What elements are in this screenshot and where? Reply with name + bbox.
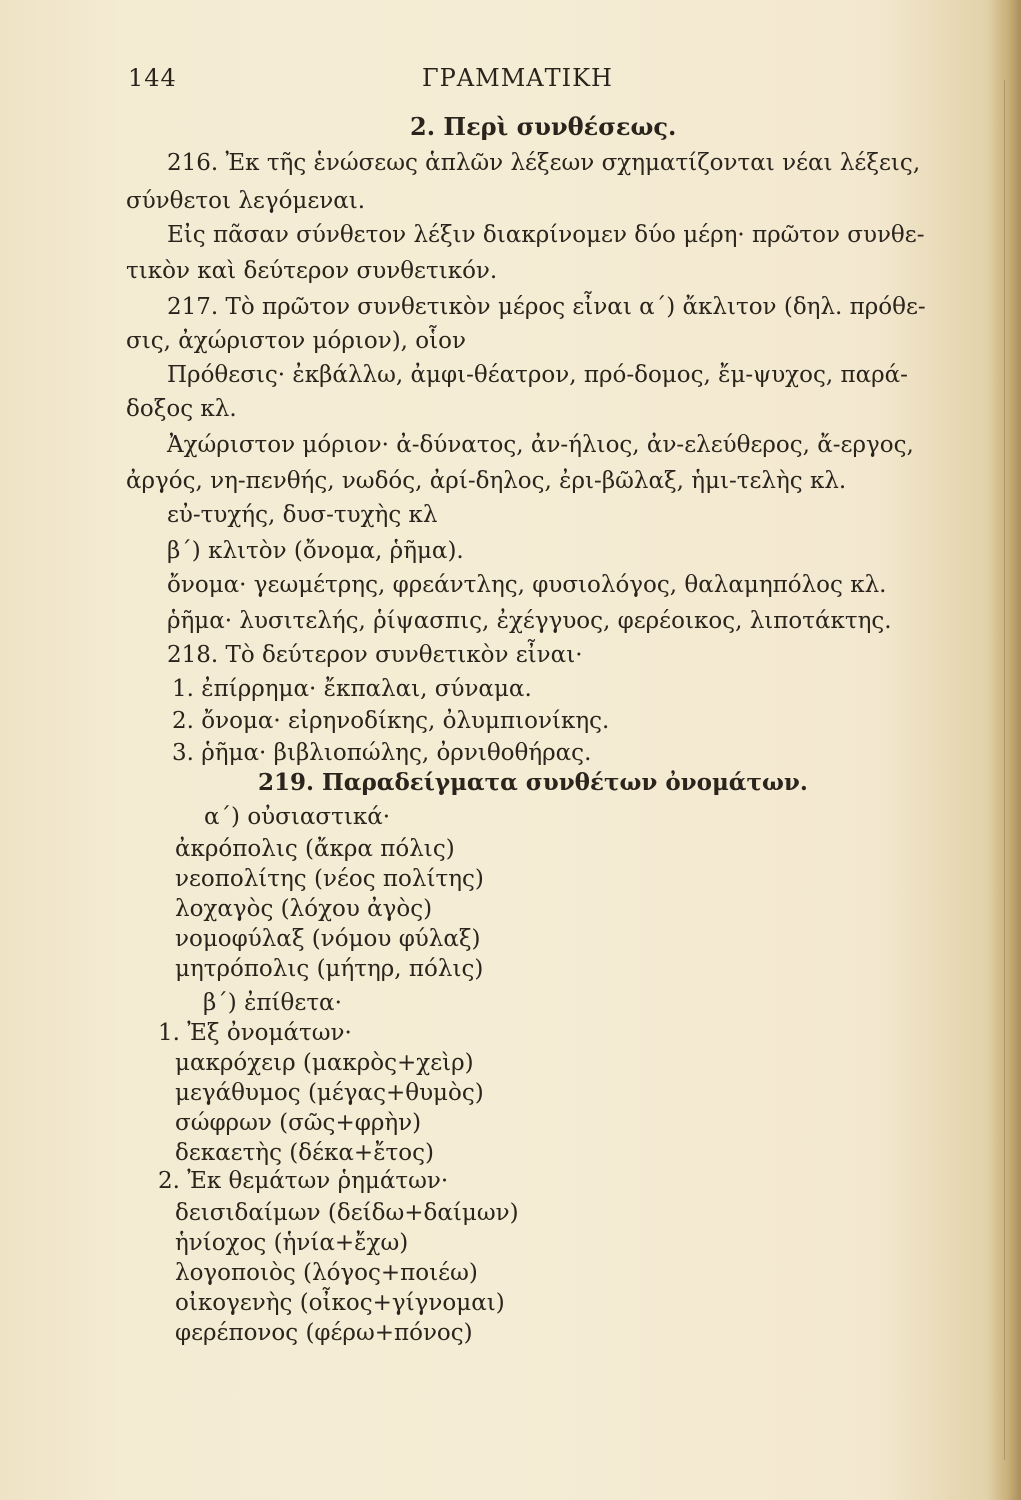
paragraph-line: 217. Τὸ πρῶτον συνθετικὸν μέρος εἶναι α΄) ἄκλιτον (δηλ. πρόθε- xyxy=(167,294,926,320)
paragraph-line: Εἰς πᾶσαν σύνθετον λέξιν διακρίνομεν δύο μέρη· πρῶτον συνθε- xyxy=(167,222,925,248)
list-item: σώφρων (σῶς+φρὴν) xyxy=(175,1110,422,1136)
paragraph-line: Πρόθεσις· ἐκβάλλω, ἀμφι-θέατρον, πρό-δομος, ἔμ-ψυχος, παρά- xyxy=(167,362,908,388)
subsection-title: 219. Παραδείγματα συνθέτων ὀνομάτων. xyxy=(258,769,808,796)
list-item: μητρόπολις (μήτηρ, πόλις) xyxy=(175,956,484,982)
paragraph-line: τικὸν καὶ δεύτερον συνθετικόν. xyxy=(126,258,498,284)
list-item: 2. ὄνομα· εἰρηνοδίκης, ὀλυμπιονίκης. xyxy=(172,708,610,734)
paragraph-line: εὐ-τυχής, δυσ-τυχὴς κλ xyxy=(167,502,438,528)
paragraph-line: ἀργός, νη-πενθής, νωδός, ἀρί-δηλος, ἐρι-βῶλαξ, ἡμι-τελὴς κλ. xyxy=(126,468,847,494)
list-item: μεγάθυμος (μέγας+θυμὸς) xyxy=(175,1080,484,1106)
list-item: λοχαγὸς (λόχου ἀγὸς) xyxy=(175,896,433,922)
page-fold-line xyxy=(1004,80,1005,1460)
list-item: δεκαετὴς (δέκα+ἔτος) xyxy=(175,1140,434,1166)
list-item: λογοποιὸς (λόγος+ποιέω) xyxy=(175,1260,478,1286)
section-title: 2. Περὶ συνθέσεως. xyxy=(410,112,677,141)
running-title: ΓΡΑΜΜΑΤΙΚΗ xyxy=(422,64,613,92)
page-number: 144 xyxy=(128,64,177,92)
list-heading: 2. Ἐκ θεμάτων ῥημάτων· xyxy=(158,1168,449,1194)
paragraph-line: 216. Ἐκ τῆς ἑνώσεως ἁπλῶν λέξεων σχηματίζονται νέαι λέξεις, xyxy=(167,150,921,176)
paragraph-line: 218. Τὸ δεύτερον συνθετικὸν εἶναι· xyxy=(167,642,583,668)
paragraph-line: ῥῆμα· λυσιτελής, ῥίψασπις, ἐχέγγυος, φερέοικος, λιποτάκτης. xyxy=(167,608,892,634)
list-item: ἀκρόπολις (ἄκρα πόλις) xyxy=(175,836,455,862)
list-item: νομοφύλαξ (νόμου φύλαξ) xyxy=(175,926,481,952)
list-item: 1. ἐπίρρημα· ἔκπαλαι, σύναμα. xyxy=(172,676,532,702)
list-heading: 1. Ἐξ ὀνομάτων· xyxy=(158,1020,352,1046)
list-item: οἰκογενὴς (οἶκος+γίγνομαι) xyxy=(175,1290,505,1316)
list-item: φερέπονος (φέρω+πόνος) xyxy=(175,1320,473,1346)
list-item: νεοπολίτης (νέος πολίτης) xyxy=(175,866,484,892)
paragraph-line: Ἀχώριστον μόριον· ἀ-δύνατος, ἀν-ήλιος, ἀν-ελεύθερος, ἄ-εργος, xyxy=(167,432,914,458)
paragraph-line: δοξος κλ. xyxy=(126,396,237,422)
list-heading: α΄) οὐσιαστικά· xyxy=(204,804,391,830)
paragraph-line: σις, ἀχώριστον μόριον), οἷον xyxy=(126,328,467,354)
list-item: δεισιδαίμων (δείδω+δαίμων) xyxy=(175,1200,519,1226)
paragraph-line: β΄) κλιτὸν (ὄνομα, ῥῆμα). xyxy=(167,538,464,564)
list-heading: β΄) ἐπίθετα· xyxy=(203,990,342,1016)
paragraph-line: ὄνομα· γεωμέτρης, φρεάντλης, φυσιολόγος, θαλαμηπόλος κλ. xyxy=(167,572,887,598)
list-item: ἡνίοχος (ἡνία+ἔχω) xyxy=(175,1230,409,1256)
list-item: 3. ῥῆμα· βιβλιοπώλης, ὀρνιθοθήρας. xyxy=(172,740,592,766)
paragraph-line: σύνθετοι λεγόμεναι. xyxy=(126,188,366,214)
list-item: μακρόχειρ (μακρὸς+χεὶρ) xyxy=(175,1050,474,1076)
